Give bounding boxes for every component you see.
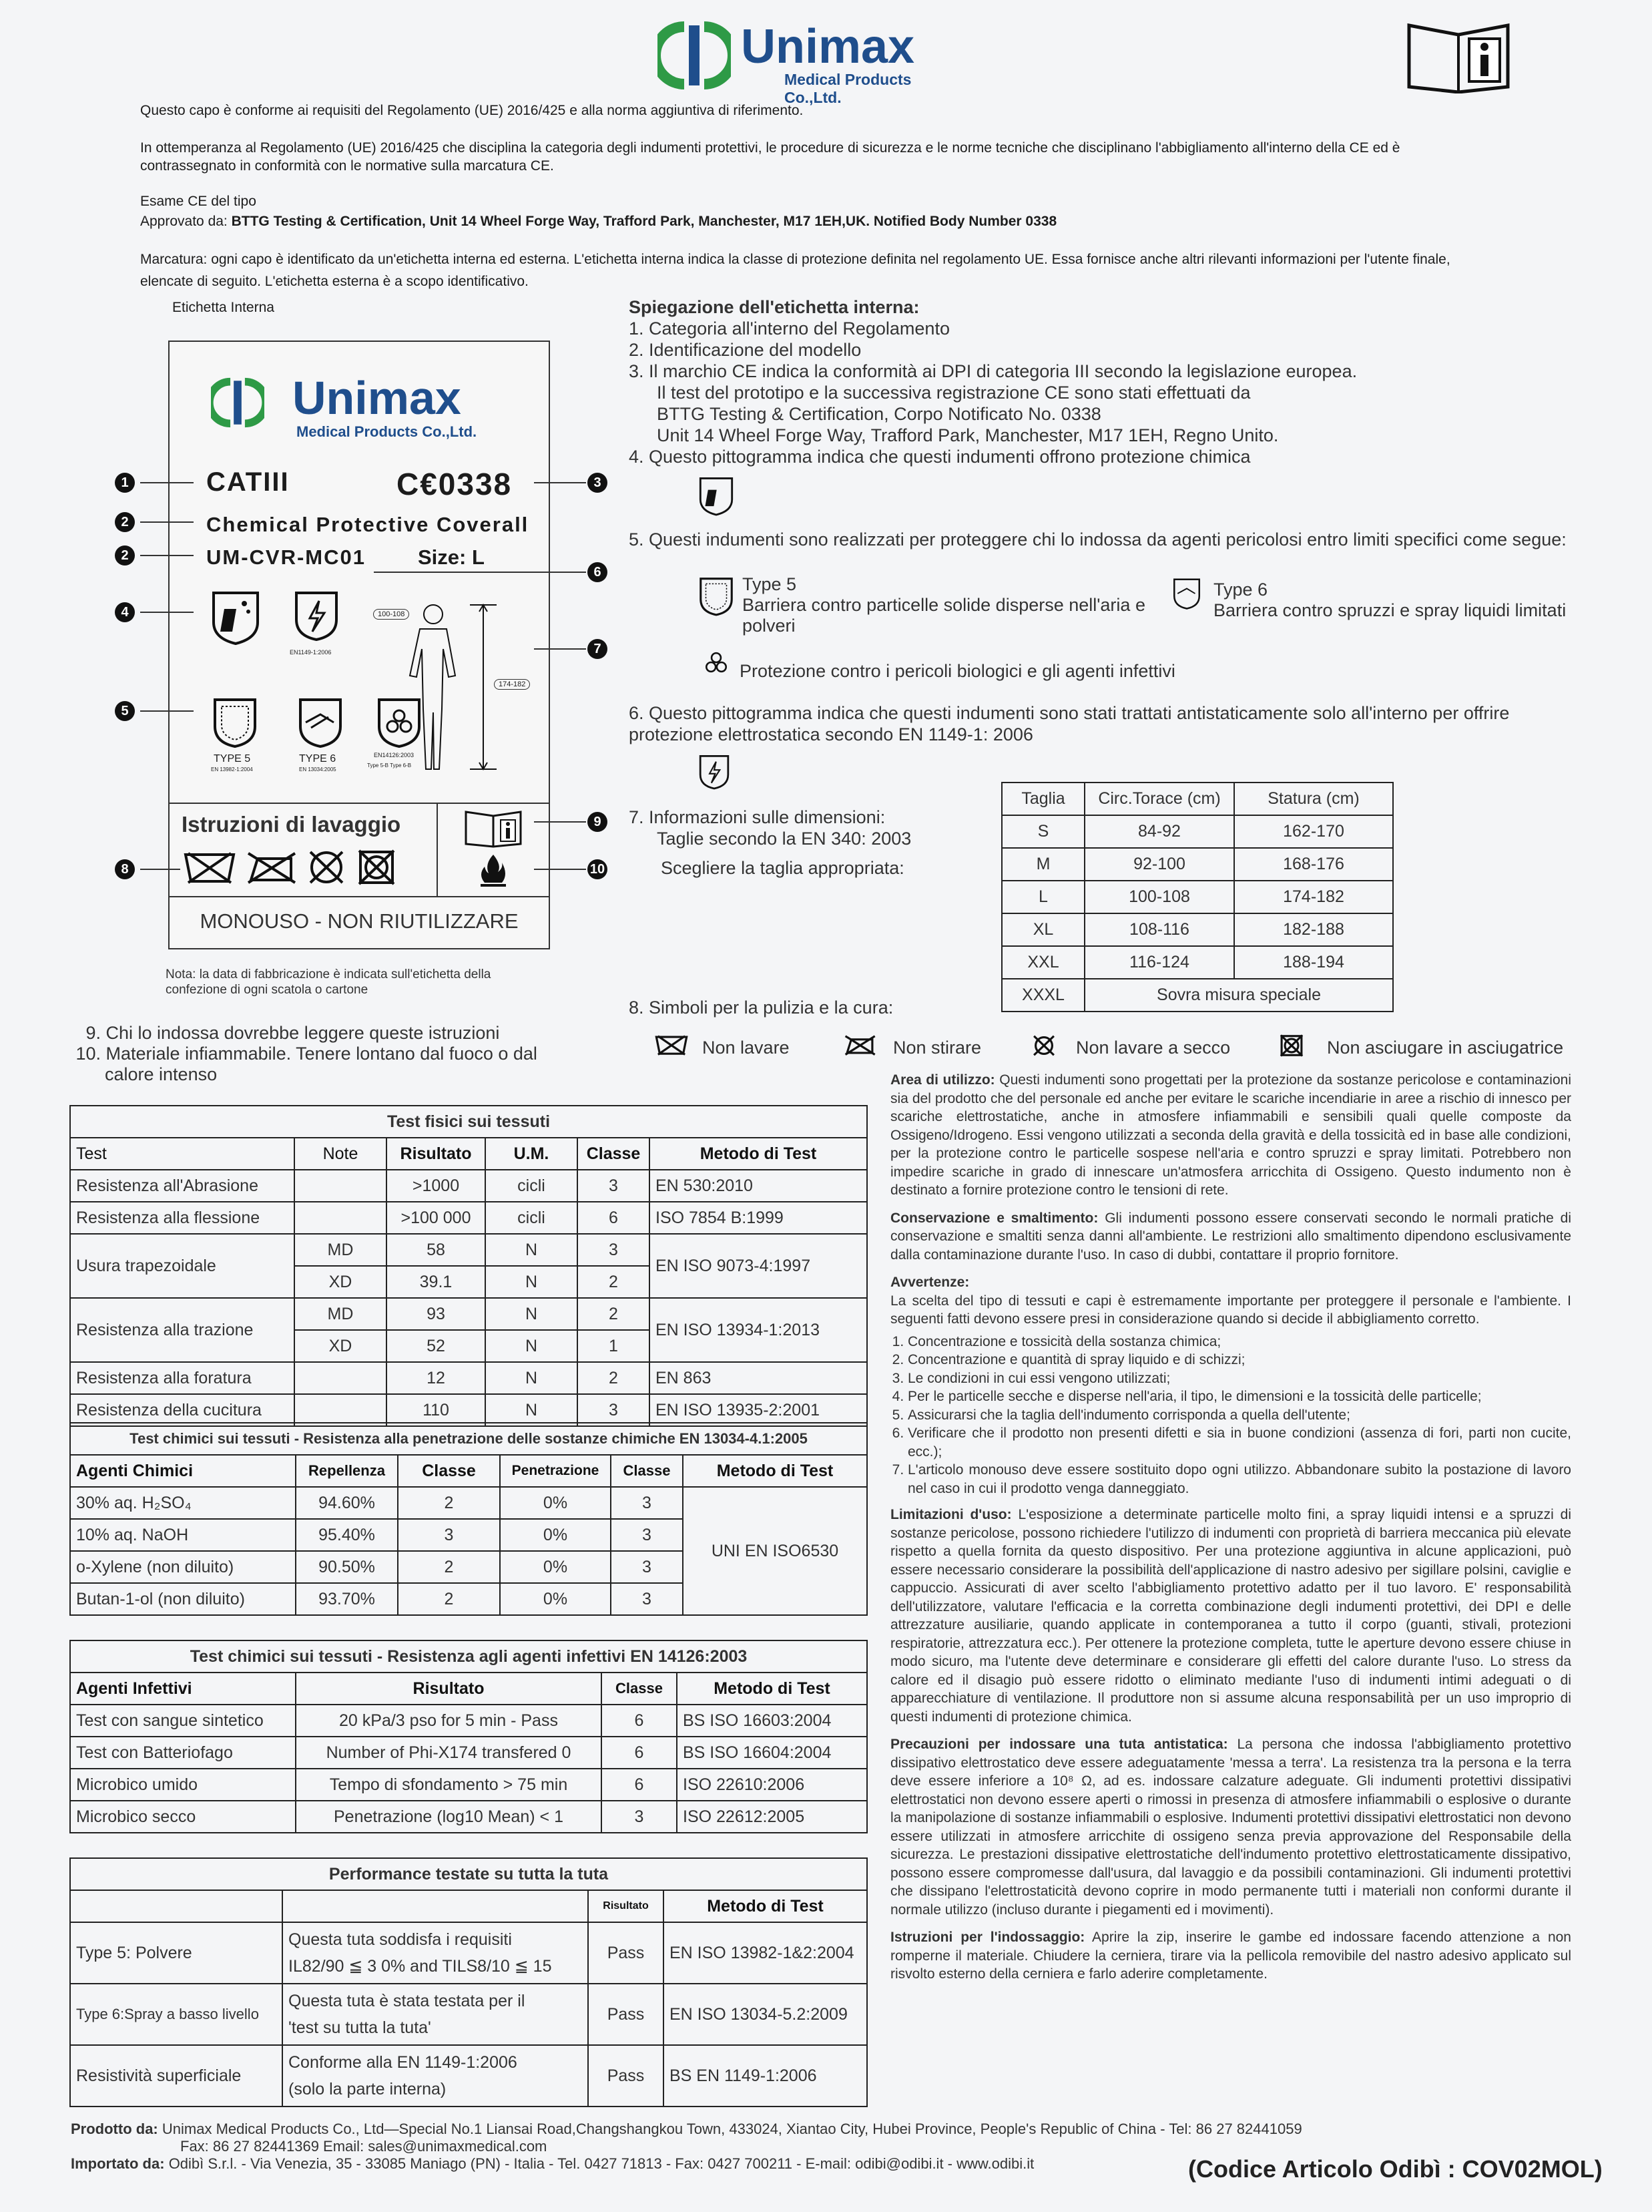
warnings: Avvertenze: La scelta del tipo di tessuti e capi è estremamente importante per proteggere il personale e l'ambiente. I seguenti fatti devono essere presi in considerazione quando si decide il abbigliamento corretto. 1. Concentrazione e tossicità della sostanza chimica; 2. Concentrazione e quantità di spray liquido e di schizzi; 3. Le condizioni in cui essi vengono utilizzati; 4. Per le particelle secche e disperse nell'aria, il tipo, le dimensioni e la tossicità delle particelle; 5. Assicurarsi che la taglia dell'indumento corrisponda a quella dell'utente; 6. Verificare che il prodotto non presenti difetti e sia in buone condizioni (assenza di fori, parti non cucite, ecc.); 7. L'articolo monouso deve essere sostituito dopo ogni utilizzo. Abbandonare subito la postazione di lavoro nel caso in cui il prodotto venga danneggiato. — [890, 1273, 1571, 1498]
care-no-dryclean-label: Non lavare a secco — [1076, 1038, 1231, 1058]
care-no-wash-icon — [654, 1034, 689, 1056]
item5-type5-icon — [698, 576, 735, 617]
wash-title: Istruzioni di lavaggio — [182, 812, 401, 837]
label-caption: Etichetta Interna — [172, 300, 274, 315]
no-iron-icon — [244, 849, 298, 885]
leader-4 — [140, 612, 194, 613]
table-row: Resistenza alla foratura 12 N 2 EN 863 — [70, 1362, 867, 1394]
infective-tests-title: Test chimici sui tessuti - Resistenza agli agenti infettivi EN 14126:2003 — [70, 1640, 867, 1673]
marker-9: 9 — [587, 812, 607, 832]
care-no-wash-label: Non lavare — [702, 1038, 790, 1058]
size-row: XXL 116-124 188-194 — [1002, 946, 1393, 979]
approved-label: Approvato da: — [140, 214, 228, 229]
item7-choose: Scegliere la taglia appropriata: — [661, 858, 904, 878]
disposable-text: MONOUSO - NON RIUTILIZZARE — [200, 909, 519, 933]
leader-10 — [534, 869, 586, 870]
usage-limitations: Limitazioni d'uso: L'esposizione a determinate particelle molto fini, a spray liquidi intensi e a spruzzi di sostanze pericolose, possono richiedere l'utilizzo di indumenti con proprietà di barriera meccanica più elevate rispetto a quella fornita da questo dispositivo. Per una protezione aggiuntiva in alcune applicazioni, può essere necessario considerare la possibilità dell'applicazione di nastro adesivo per sigillare polsini, caviglie e cappuccio. Assicurati di aver scelto l'abbigliamento protettivo adatto per il tuo lavoro. E' responsabilità dell'utilizzatore, valutare l'efficacia e la corretta combinazione degli indumenti protettivi, dei DPI e delle attrezzature ausiliarie, quando applicate in contemporanea a tutto il corpo (guanti, stivali, protezioni respiratorie, attrezzatura ecc.). Per ottenere la protezione completa, tutte le aperture devono essere chiuse in modo sicuro, ma l'utente deve determinare e considerare gli effetti del calore durante l'uso. Lo stress da calore ed il disagio può essere ridotto o eliminato mediante l'uso di indumenti intimi adeguati o di apparecchiature di ventilazione. Il produttore non si assume alcuna responsabilità per un uso improprio di questi indumenti di protezione chimica. — [890, 1507, 1571, 1725]
size-header-size: Taglia — [1002, 783, 1085, 815]
care-no-tumble-icon — [1278, 1034, 1305, 1058]
label-ce-mark: C€0338 — [396, 467, 513, 501]
marker-8: 8 — [115, 859, 135, 879]
type6-block — [1213, 580, 1587, 621]
table-row: Usura trapezoidale MD 58 N 3 EN ISO 9073-4:1997 — [70, 1234, 867, 1266]
list-item: 7. L'articolo monouso deve essere sostituito dopo ogni utilizzo. Abbandonare subito la postazione di lavoro nel caso in cui il prodotto venga danneggiato. — [908, 1461, 1571, 1498]
table-row: Microbico secco Penetrazione (log10 Mean) < 1 3 ISO 22612:2005 — [70, 1801, 867, 1833]
explain-item-7: 7. Informazioni sulle dimensioni: Taglie secondo la EN 340: 2003 Scegliere la taglia appropriata: — [629, 807, 1003, 879]
biohazard-icon — [375, 696, 423, 749]
item5-bio-icon — [699, 645, 734, 680]
performance-title: Performance testate su tutta la tuta — [70, 1858, 867, 1890]
size-row: S 84-92 162-170 — [1002, 815, 1393, 848]
table-row: Test con Batteriofago Number of Phi-X174 transfered 0 6 BS ISO 16604:2004 — [70, 1737, 867, 1769]
leader-3 — [534, 482, 586, 483]
table-row: Resistività superficiale Conforme alla EN 1149-1:2006 (solo la parte interna) Pass BS EN 1149-1:2006 — [70, 2045, 867, 2107]
explain-item-3c: BTTG Testing & Certification, Corpo Notificato No. 0338 — [657, 404, 1101, 424]
approved-value: BTTG Testing & Certification, Unit 14 Wheel Forge Way, Trafford Park, Manchester, M17 1EH,UK. Notified Body Number 0338 — [231, 214, 1057, 229]
type5-text: Barriera contro particelle solide disperse nell'aria e polveri — [742, 595, 1145, 636]
storage-disposal: Conservazione e smaltimento: Gli indumenti possono essere conservati secondo le normali pratiche di conservazione e smaltiti senza danni all'ambiente. Le restrizioni allo smaltimento dipendono esclusivamente dalla contaminazione durante l'uso. In caso di dubbi, contattare il proprio fornitore. — [890, 1210, 1571, 1263]
donning-instructions: Istruzioni per l'indossaggio: Aprire la zip, inserire le gambe ed indossare facendo attenzione a non romperne il materiale. Chiudere la cerniera, tirare via la pellicola removibile del nastro adesivo applicato sul risvolto esterno della cerniera e farlo aderire completamente. — [890, 1930, 1571, 1982]
right-text-column — [890, 1071, 1571, 1984]
label-product: Chemical Protective Coverall — [206, 513, 529, 536]
marker-10: 10 — [587, 859, 607, 879]
intro-text-1: Questo capo è conforme ai requisiti del Regolamento (UE) 2016/425 e alla norma aggiuntiva di riferimento. — [140, 103, 804, 118]
read-instructions-icon — [1405, 20, 1512, 93]
list-item: 4. Per le particelle secche e disperse nell'aria, il tipo, le dimensioni e la tossicità delle particelle; — [908, 1387, 1571, 1406]
label-info-icon — [463, 808, 523, 848]
size-table — [1001, 782, 1394, 1012]
leader-1 — [140, 482, 194, 483]
explain-item-3b: Il test del prototipo e la successiva registrazione CE sono stati effettuati da — [657, 383, 1251, 403]
table-row: 10% aq. NaOH 95.40% 3 0% 3 — [70, 1519, 867, 1551]
table-row: XD 52 N 1 — [70, 1330, 867, 1362]
brand-name: Unimax — [741, 20, 915, 73]
explain-item-1: 1. Categoria all'interno del Regolamento — [629, 318, 950, 339]
disposable-divider — [170, 896, 549, 897]
bio-types: Type 5-B Type 6-B — [367, 762, 412, 768]
explain-item-4: 4. Questo pittogramma indica che questi indumenti offrono protezione chimica — [629, 447, 1251, 467]
antistatic-precautions: Precauzioni per indossare una tuta antistatica: La persona che indossa l'abbigliamento protettivo dissipativo elettrostatico deve essere adeguatamente 'messa a terra'. La resistenza tra la persona e la terra deve essere inferiore a 10⁸ Ω, ad es. indossare calzature adeguate. Gli indumenti protettivi dissipativi elettrostatici non devono essere aperti o rimossi in presenza di atmosfere infiammabili o esplosive o durante la manipolazione di sostanze infiammabili o esplosive. Indumenti protettivi dissipativi elettrostatici non devono essere utilizzati in atmosfere arricchite di ossigeno senza previa approvazione del Responsabile della sicurezza. Le prestazioni dissipative elettrostatiche dell'indumento protettivo elettrostaticamente dissipativo, possono essere compromesse dall'usura, dal lavaggio e da possibili contaminazioni. Gli indumenti protettivi che dissipano l'elettrostaticità devono coprire in modo permanente tutti i materiali non conformi durante il normale utilizzo (incluso durante i piegamenti ed i movimenti). — [890, 1737, 1571, 1918]
wash-divider — [437, 803, 438, 896]
marker-3: 3 — [587, 473, 607, 493]
type6-label: TYPE 6 — [299, 753, 336, 764]
size-row: XL 108-116 182-188 — [1002, 913, 1393, 946]
table-header: Risultato Metodo di Test — [70, 1890, 867, 1922]
producer-line-2: Fax: 86 27 82441369 Email: sales@unimaxmedical.com — [180, 2138, 547, 2155]
label-logo-icon — [211, 373, 264, 433]
label-brand-sub: Medical Products Co.,Ltd. — [296, 423, 477, 440]
table-row: Resistenza alla trazione MD 93 N 2 EN ISO 13934-1:2013 — [70, 1298, 867, 1330]
table-row: Resistenza all'Abrasione >1000 cicli 3 EN 530:2010 — [70, 1170, 867, 1202]
size-table-header — [1002, 783, 1393, 815]
no-wash-icon — [183, 849, 236, 885]
item6-antistatic-icon — [698, 753, 731, 791]
explain-item-2: 2. Identificazione del modello — [629, 340, 862, 360]
marker-1: 1 — [115, 473, 135, 493]
label-size: Size: L — [418, 545, 485, 569]
leader-9 — [534, 821, 586, 823]
table-header: Test Note Risultato U.M. Classe Metodo di Test — [70, 1138, 867, 1170]
explain-item-9: 9. Chi lo indossa dovrebbe leggere queste istruzioni — [85, 1023, 500, 1043]
antistatic-std: EN1149-1:2006 — [290, 649, 332, 656]
table-row: Resistenza della cucitura 110 N 3 EN ISO 13935-2:2001 — [70, 1394, 867, 1426]
bio-std: EN14126:2003 — [374, 752, 415, 758]
wash-section — [170, 803, 549, 804]
flammable-icon — [477, 852, 510, 888]
marker-2b: 2 — [115, 545, 135, 566]
label-brand: Unimax — [292, 372, 461, 424]
type6-icon — [296, 696, 344, 749]
size-header-height: Statura (cm) — [1234, 783, 1393, 815]
antistatic-icon — [292, 589, 340, 642]
care-no-dryclean-icon — [1031, 1034, 1057, 1058]
producer-line: Prodotto da: Unimax Medical Products Co., Ltd—Special No.1 Liansai Road,Changshangkou Town, 433024, Xiantao City, Hubei Province, People's Republic of China - Tel: 86 27 82441059 — [71, 2121, 1302, 2137]
label-cat: CATIII — [206, 467, 290, 497]
brand-subtitle: Medical Products Co.,Ltd. — [784, 71, 912, 106]
article-code: (Codice Articolo Odibì : COV02MOL) — [1188, 2155, 1603, 2183]
header-logo — [657, 19, 965, 106]
list-item: 5. Assicurarsi che la taglia dell'indumento corrisponda a quella dell'utente; — [908, 1406, 1571, 1425]
physical-tests-title: Test fisici sui tessuti — [70, 1106, 867, 1138]
leader-7 — [534, 648, 586, 650]
explain-item-3d: Unit 14 Wheel Forge Way, Trafford Park, Manchester, M17 1EH, Regno Unito. — [657, 425, 1279, 445]
physical-tests-table — [69, 1105, 868, 1427]
explain-item-6: 6. Questo pittogramma indica che questi indumenti sono stati trattati antistaticamente solo all'interno per offrire protezione elettrostatica secondo EN 1149-1: 2006 — [629, 703, 1510, 744]
warnings-list — [890, 1333, 1571, 1498]
type5-icon — [211, 696, 259, 749]
performance-table — [69, 1857, 868, 2107]
table-row: Butan-1-ol (non diluito) 93.70% 2 0% 3 — [70, 1583, 867, 1615]
item7-standard: Taglie secondo la EN 340: 2003 — [657, 829, 912, 849]
table-row: Microbico umido Tempo di sfondamento > 75 min 6 ISO 22610:2006 — [70, 1769, 867, 1801]
marker-7: 7 — [587, 639, 607, 659]
exam-title: Esame CE del tipo — [140, 194, 256, 209]
marking-text: Marcatura: ogni capo è identificato da un'etichetta interna ed esterna. L'etichetta interna indica la classe di protezione definita nel regolamento UE. Essa fornisce anche altri rilevanti informazioni per l'utente finale, elencate di seguito. L'etichetta esterna è a scopo identificativo. — [140, 252, 1450, 289]
type6-title: Type 6 — [1213, 580, 1268, 600]
label-model: UM-CVR-MC01 — [206, 545, 366, 569]
infective-tests-table — [69, 1640, 868, 1833]
table-row: o-Xylene (non diluito) 90.50% 2 0% 3 — [70, 1551, 867, 1583]
care-no-iron-label: Non stirare — [893, 1038, 982, 1058]
table-row: Type 6:Spray a basso livello Questa tuta è stata testata per il 'test su tutta la tuta' Pass EN ISO 13034-5.2:2009 — [70, 1984, 867, 2045]
table-row: Type 5: Polvere Questa tuta soddisfa i requisiti IL82/90 ≦ 3 0% and TILS8/10 ≦ 15 Pass EN ISO 13982-1&2:2004 — [70, 1922, 867, 1984]
leader-6 — [374, 572, 586, 573]
size-row: XXXL Sovra misura speciale — [1002, 979, 1393, 1012]
table-row: Resistenza alla flessione >100 000 cicli 6 ISO 7854 B:1999 — [70, 1202, 867, 1234]
care-no-iron-icon — [839, 1034, 880, 1056]
usage-area: Area di utilizzo: Questi indumenti sono progettati per la protezione da sostanze pericolose e contaminazioni sia del prodotto che del personale ed anche per evitare le scariche incendiarie in aree a rischio di innesco per scariche elettrostatiche, anche in atmosfere infiammabili e sensibili quali quelle composte da Ossigeno/Idrogeno. Essi vengono utilizzati a seconda della gravità e della tossicità ed in base alle condizioni, per la protezione contro le particelle sospese nell'aria e contro spruzzi e spray limitati. Potrebbero non impedire scariche in grado di innescare un'atmosfera arricchita di Ossigeno. Questo indumento non è destinato a fornire protezione contro le tensioni di rete. — [890, 1072, 1571, 1198]
explain-item-5: 5. Questi indumenti sono realizzati per proteggere chi lo indossa da agenti pericolosi entro limiti specifici come segue: — [629, 529, 1567, 549]
no-tumble-dry-icon — [356, 848, 396, 887]
type6-text: Barriera contro spruzzi e spray liquidi limitati — [1213, 600, 1567, 620]
care-no-tumble-label: Non asciugare in asciugatrice — [1327, 1038, 1564, 1058]
marker-5: 5 — [115, 701, 135, 721]
marker-4: 4 — [115, 602, 135, 622]
explain-item-3: 3. Il marchio CE indica la conformità ai DPI di categoria III secondo la legislazione europea. — [629, 361, 1358, 381]
item5-type6-icon — [1168, 577, 1205, 610]
unimax-logo-icon — [657, 19, 731, 92]
explain-item-10: 10. Materiale infiammabile. Tenere lontano dal fuoco o dal calore intenso — [75, 1044, 537, 1084]
table-row: 30% aq. H₂SO₄ 94.60% 2 0% 3 UNI EN ISO6530 — [70, 1487, 867, 1519]
list-item: 1. Concentrazione e tossicità della sostanza chimica; — [908, 1333, 1571, 1351]
leader-8 — [140, 869, 180, 870]
approved-line — [140, 212, 1542, 230]
chest-tag: 100-108 — [373, 609, 409, 620]
leader-5 — [140, 710, 194, 712]
item7-title: Informazioni sulle dimensioni: — [649, 807, 886, 827]
chemical-tests-table — [69, 1422, 868, 1616]
bio-text: Protezione contro i pericoli biologici e gli agenti infettivi — [740, 661, 1175, 681]
table-row: XD 39.1 N 2 — [70, 1266, 867, 1298]
explain-title: Spiegazione dell'etichetta interna: — [629, 297, 920, 317]
list-item: 3. Le condizioni in cui essi vengono utilizzati; — [908, 1369, 1571, 1388]
chemical-tests-title: Test chimici sui tessuti - Resistenza alla penetrazione delle sostanze chimiche EN 13034-4.1:2005 — [70, 1423, 867, 1455]
type5-label: TYPE 5 — [214, 753, 251, 764]
list-item: 2. Concentrazione e quantità di spray liquido e di schizzi; — [908, 1351, 1571, 1369]
item4-chemical-icon — [698, 475, 735, 517]
leader-2b — [140, 555, 194, 556]
table-header: Agenti Infettivi Risultato Classe Metodo di Test — [70, 1673, 867, 1705]
label-note: Nota: la data di fabbricazione è indicata sull'etichetta della confezione di ogni scatola o cartone — [166, 967, 491, 997]
leader-2a — [140, 521, 194, 523]
size-header-chest: Circ.Torace (cm) — [1085, 783, 1234, 815]
size-row: M 92-100 168-176 — [1002, 848, 1393, 881]
explain-item-8: 8. Simboli per la pulizia e la cura: — [629, 998, 894, 1018]
explain-block — [629, 296, 1590, 467]
type6-std: EN 13034:2005 — [299, 766, 336, 772]
type5-title: Type 5 — [742, 574, 797, 594]
marker-2a: 2 — [115, 512, 135, 532]
table-header: Agenti Chimici Repellenza Classe Penetrazione Classe Metodo di Test — [70, 1455, 867, 1487]
explain-items-9-10 — [63, 1023, 584, 1085]
chemical-protection-icon — [210, 589, 262, 646]
height-tag: 174-182 — [494, 679, 530, 690]
type5-block — [742, 574, 1156, 636]
internal-label — [168, 341, 550, 949]
type5-std: EN 13982-1:2004 — [211, 766, 253, 772]
no-dryclean-icon — [306, 848, 346, 887]
size-row: L 100-108 174-182 — [1002, 881, 1393, 913]
marker-6: 6 — [587, 562, 607, 582]
intro-text-2: In ottemperanza al Regolamento (UE) 2016/425 che disciplina la categoria degli indumenti protettivi, le procedure di sicurezza e le norme tecniche che disciplinano l'abbigliamento all'interno della CE ed è contrassegnato in conformità con le normative sulla marcatura CE. — [140, 140, 1400, 174]
table-row: Test con sangue sintetico 20 kPa/3 pso for 5 min - Pass 6 BS ISO 16603:2004 — [70, 1705, 867, 1737]
list-item: 6. Verificare che il prodotto non presenti difetti e sia in buone condizioni (assenza di fori, parti non cucite, ecc.); — [908, 1424, 1571, 1461]
importer-line: Importato da: Odibì S.r.l. - Via Venezia, 35 - 33085 Maniago (PN) - Italia - Tel. 0427 71813 - Fax: 0427 700211 - E-mail: odibi@odibi.it - www.odibi.it — [71, 2155, 1035, 2172]
